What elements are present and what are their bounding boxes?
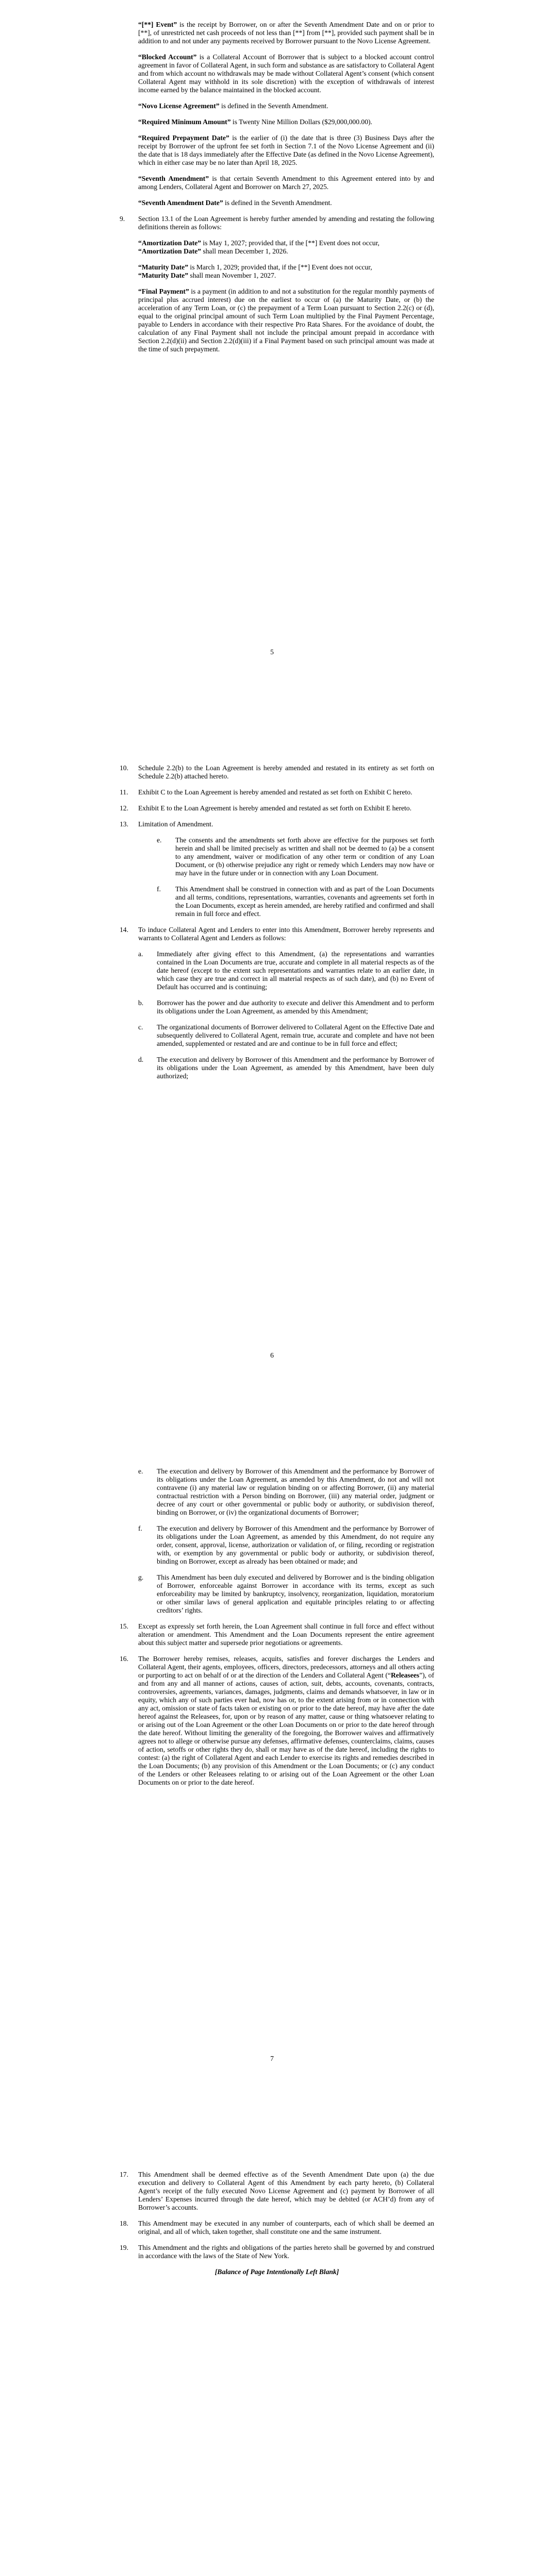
page-number: 7 (270, 2055, 274, 2062)
section-14-c: c. The organizational documents of Borrower delivered to Collateral Agent on the Effective Date and subsequently delivered to Collateral Agent, remain true, accurate and complete and have not been amended, supplemented or restated and are and continue to be in full force and effect; (138, 1023, 434, 1047)
section-14-f: f. The execution and delivery by Borrower of this Amendment and the performance by Borrower of its obligations under the Loan Agreement, as amended by this Amendment, do not require any order, consent, approval, license, authorization or validation of, or filing, recording or registration with, or exemption by any governmental or public body or authority, or subdivision thereof, binding on Borrower, except as already has been obtained or made; and (138, 1524, 434, 1565)
definition-maturity-date: “Maturity Date” is March 1, 2029; provided that, if the [**] Event does not occur, “Maturity Date” shall mean November 1, 2027. (138, 263, 372, 279)
section-12: 12. Exhibit E to the Loan Agreement is hereby amended and restated as set forth on Exhibit E hereto. (120, 804, 411, 812)
section-13-e: e. The consents and the amendments set forth above are effective for the purposes set forth herein and shall be limited precisely as written and shall not be deemed to (a) be a consent to any amendment, waiver or modification of any other term or condition of any Loan Document, or (b) otherwise prejudice any right or remedy which Lenders may now have or may have in the future under or in connection with any Loan Document. (157, 836, 434, 877)
definition-novo-license-agreement: “Novo License Agreement” is defined in the Seventh Amendment. (138, 102, 328, 110)
section-13: 13. Limitation of Amendment. (120, 820, 213, 828)
restated-definitions (120, 239, 434, 353)
definition-amortization-date: “Amortization Date” is May 1, 2027; provided that, if the [**] Event does not occur, “Amortization Date” shall mean December 1, 2026. (138, 239, 380, 255)
definition-seventh-amendment-date: “Seventh Amendment Date” is defined in the Seventh Amendment. (138, 199, 332, 207)
section-14-b: b. Borrower has the power and due authority to execute and deliver this Amendment and to perform its obligations under the Loan Agreement, as amended by this Amendment; (138, 999, 434, 1015)
section-14-e: e. The execution and delivery by Borrower of this Amendment and the performance by Borrower of its obligations under the Loan Agreement, as amended by this Amendment, do not and will not contravene (i) any material law or regulation binding on or affecting Borrower, (ii) any material contractual restriction with a Person binding on Borrower, (iii) any material order, judgment or decree of any court or other governmental or public body or authority, or subdivision thereof, binding on Borrower, or (iv) the organizational documents of Borrower; (138, 1467, 434, 1516)
page-5-content (120, 21, 434, 361)
section-10: 10. Schedule 2.2(b) to the Loan Agreement is hereby amended and restated in its entirety as set forth on Schedule 2.2(b) attached hereto. (120, 764, 434, 780)
section-17: 17. This Amendment shall be deemed effective as of the Seventh Amendment Date upon (a) the due execution and delivery to Collateral Agent of this Amendment by each party hereto, (b) Collateral Agent’s receipt of the fully executed Novo License Agreement and (c) payment by Borrower of all Lenders’ Expenses incurred through the date hereof, which may be debited (or ACH’d) from any of Borrower’s accounts. (120, 2171, 434, 2211)
page-7-content (120, 1467, 434, 1794)
section-19: 19. This Amendment and the rights and obligations of the parties hereto shall be governed by and construed in accordance with the laws of the State of New York. (120, 2244, 434, 2260)
page-5 (0, 0, 544, 703)
definition-seventh-amendment: “Seventh Amendment” is that certain Seventh Amendment to this Agreement entered into by and among Lenders, Collateral Agent and Borrower on March 27, 2025. (138, 175, 434, 191)
page-number: 5 (270, 648, 274, 656)
section-15: 15. Except as expressly set forth herein, the Loan Agreement shall continue in full force and effect without alteration or amendment. This Amendment and the Loan Documents represent the entire agreement about this subject matter and supersede prior negotiations or agreements. (120, 1622, 434, 1647)
section-16: 16. The Borrower hereby remises, releases, acquits, satisfies and forever discharges the Lenders and Collateral Agent, their agents, employees, officers, directors, predecessors, attorneys and all others acting or purporting to act on behalf of or at the direction of the Lenders and Collateral Agent (“Releasees”), of and from any and all manner of actions, causes of action, suit, debts, accounts, covenants, contracts, controversies, agreements, variances, damages, judgments, claims and demands whatsoever, in law or in equity, which any of such parties ever had, now has or, to the extent arising from or in connection with any act, omission or state of facts taken or existing on or prior to the date hereof, may have after the date hereof against the Releasees, for, upon or by reason of any matter, cause or thing whatsoever relating to or arising out of the Loan Agreement or the other Loan Documents on or prior to the date hereof through the date hereof. Without limiting the generality of the foregoing, the Borrower waives and affirmatively agrees not to allege or otherwise pursue any defenses, affirmative defenses, counterclaims, claims, causes of action, setoffs or other rights they do, shall or may have as of the date hereof, including the rights to contest: (a) the right of Collateral Agent and each Lender to exercise its rights and remedies described in the Loan Documents; (b) any provision of this Amendment or the Loan Documents; or (c) any conduct of the Lenders or other Releasees relating to or arising out of the Loan Agreement or the other Loan Documents on or prior to the date hereof. (120, 1655, 435, 1786)
section-14: 14. To induce Collateral Agent and Lenders to enter into this Amendment, Borrower hereby represents and warrants to Collateral Agent and Lenders as follows: (120, 926, 434, 942)
section-14-g: g. This Amendment has been duly executed and delivered by Borrower and is the binding obligation of Borrower, enforceable against Borrower in accordance with its terms, except as such enforceability may be limited by bankruptcy, insolvency, reorganization, liquidation, moratorium or other similar laws of general application and equitable principles relating to or affecting creditors’ rights. (138, 1573, 434, 1614)
section-13-f: f. This Amendment shall be construed in connection with and as part of the Loan Documents and all terms, conditions, representations, warranties, covenants and agreements set forth in the Loan Documents, except as herein amended, are hereby ratified and confirmed and shall remain in full force and effect. (157, 885, 434, 918)
balance-of-page-note: [Balance of Page Intentionally Left Blank] (215, 2268, 339, 2276)
page-number: 6 (270, 1351, 274, 1359)
page-7 (0, 1406, 544, 2110)
section-14-a: a. Immediately after giving effect to this Amendment, (a) the representations and warranties contained in the Loan Documents are true, accurate and complete in all material respects as of the date hereof (except to the extent such representations and warranties relate to an earlier date, in which case they are true and correct in all material respects as of such date), and (b) no Event of Default has occurred and is continuing; (138, 950, 434, 991)
definition-required-prepayment-date: “Required Prepayment Date” is the earlier of (i) the date that is three (3) Business Days after the receipt by Borrower of the upfront fee set forth in Section 7.1 of the Novo License Agreement and (ii) the date that is 18 days immediately after the Effective Date (as defined in the Novo License Agreement), which in either case may be no later than April 18, 2025. (138, 134, 435, 166)
section-number: 9. (120, 215, 125, 223)
section-11: 11. Exhibit C to the Loan Agreement is hereby amended and restated as set forth on Exhibit C hereto. (120, 788, 413, 796)
section-14-d: d. The execution and delivery by Borrower of this Amendment and the performance by Borrower of its obligations under the Loan Agreement, as amended by this Amendment, have been duly authorized; (138, 1056, 434, 1080)
definitions-block (120, 21, 434, 207)
page-6 (0, 703, 544, 1406)
section-9 (120, 215, 434, 231)
section-text: Section 13.1 of the Loan Agreement is hereby further amended by amending and restating the following definitions therein as follows: (138, 215, 434, 231)
section-18: 18. This Amendment may be executed in any number of counterparts, each of which shall be deemed an original, and all of which, taken together, shall constitute one and the same instrument. (120, 2219, 434, 2235)
definition-blocked-account: “Blocked Account” is a Collateral Account of Borrower that is subject to a blocked account control agreement in favor of Collateral Agent, in such form and substance as are satisfactory to Collateral Agent and from which account no withdrawals may be made without Collateral Agent’s consent (which consent Collateral Agent may withhold in its sole discretion) with the exception of withdrawals of interest income earned by the balance maintained in the blocked account. (138, 53, 434, 94)
definition-event: “[**] Event” is the receipt by Borrower, on or after the Seventh Amendment Date and on or prior to [**], of unrestricted net cash proceeds of not less than [**] from [**], provided such payment shall be in addition to and not under any payments received by Borrower pursuant to the Novo License Agreement. (138, 21, 434, 45)
page-6-content (120, 764, 434, 1088)
page-8 (0, 2110, 544, 2576)
definition-final-payment: “Final Payment” is a payment (in addition to and not a substitution for the regular monthly payments of principal plus accrued interest) due on the earliest to occur of (a) the Maturity Date, or (b) the acceleration of any Term Loan, or (c) the prepayment of a Term Loan pursuant to Section 2.2(c) or (d), equal to the original principal amount of such Term Loan multiplied by the Final Payment Percentage, payable to Lenders in accordance with their respective Pro Rata Shares. For the avoidance of doubt, the calculation of any Final Payment shall not include the principal amount prepaid in accordance with Section 2.2(d)(ii) and Section 2.2(d)(iii) if a Final Payment based on such principal amount was made at the time of such prepayment. (138, 287, 434, 353)
definition-required-minimum-amount: “Required Minimum Amount” is Twenty Nine Million Dollars ($29,000,000.00). (138, 118, 372, 126)
page-8-content (120, 2171, 434, 2283)
